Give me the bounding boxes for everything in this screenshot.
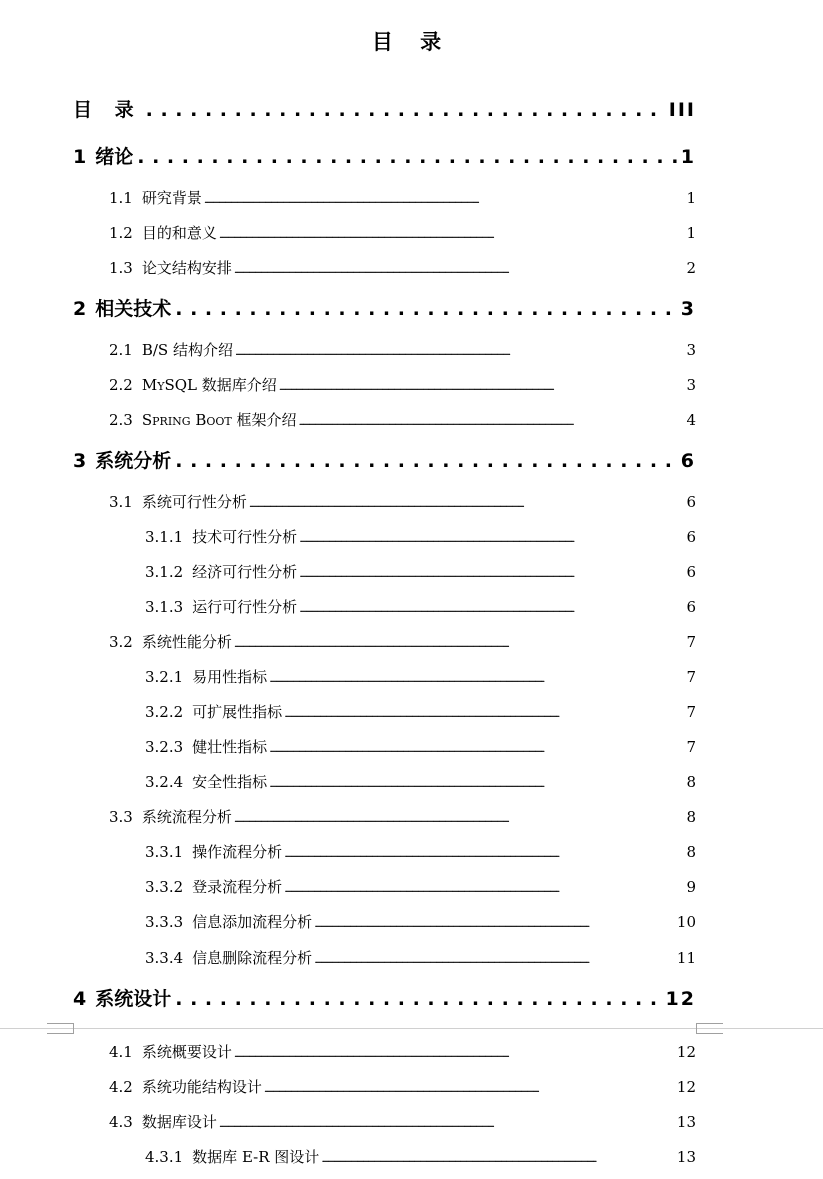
toc-leader <box>314 914 675 933</box>
toc-page-number: 6 <box>686 598 696 616</box>
toc-entry-number: 3 <box>73 450 87 472</box>
toc-leader <box>234 260 685 279</box>
toc-entry-number: 4.3 <box>109 1113 133 1131</box>
toc-entry-1-2[interactable] <box>109 222 696 244</box>
toc-entry-title: 健壮性指标 <box>192 738 268 756</box>
toc-entry-2-1[interactable] <box>109 339 696 361</box>
toc-entry-3-2[interactable] <box>109 631 696 653</box>
toc-leader <box>219 1114 675 1133</box>
toc-entry-3-3-1[interactable] <box>145 841 696 863</box>
toc-entry-title: 登录流程分析 <box>192 878 283 896</box>
toc-entry-3-3-3[interactable] <box>145 911 696 933</box>
toc-entry-title: 系统设计 <box>95 988 172 1010</box>
toc-entry-title: 目 录 <box>73 99 142 121</box>
toc-page-number: 12 <box>665 988 696 1010</box>
toc-entry-title: B/S 结构介绍 <box>141 341 233 359</box>
page-title: 目 录 <box>371 30 452 54</box>
toc-entry-title: 绪论 <box>95 146 134 168</box>
toc-entry-title: 相关技术 <box>95 298 172 320</box>
toc-leader <box>264 1079 675 1098</box>
toc-entry-chapter-2[interactable] <box>73 295 696 323</box>
toc-page-number: 7 <box>686 703 696 721</box>
toc-leader <box>204 190 685 209</box>
toc-page-number: 7 <box>686 633 696 651</box>
toc-entry-4-3[interactable] <box>109 1111 696 1133</box>
toc-entry-4-1[interactable] <box>109 1041 696 1063</box>
toc-entry-2-2[interactable] <box>109 374 696 396</box>
toc-entry-number: 3.1 <box>109 493 133 511</box>
toc-entry-number: 3.2.1 <box>145 668 184 686</box>
toc-entry-title: 系统流程分析 <box>141 808 232 826</box>
toc-entry-number: 4.3.1 <box>145 1148 184 1166</box>
toc-page-number: 1 <box>680 146 696 168</box>
toc-entry-title: 系统性能分析 <box>141 633 232 651</box>
toc-entry-3-1[interactable] <box>109 491 696 513</box>
toc-entry-title: 数据库设计 <box>141 1113 217 1131</box>
toc-entry-number: 2.3 <box>109 411 133 429</box>
toc-entry-title: 操作流程分析 <box>192 843 283 861</box>
page-corner-left-icon <box>47 1023 74 1034</box>
toc-page-number: 12 <box>676 1043 696 1061</box>
toc-entry-4-2[interactable] <box>109 1076 696 1098</box>
toc-leader <box>284 704 684 723</box>
toc-entry-number: 3.3 <box>109 808 133 826</box>
page-corner-right-icon <box>696 1023 723 1034</box>
toc-page-number: 3 <box>680 298 696 320</box>
toc-leader <box>234 809 685 828</box>
toc-entry-3-2-1[interactable] <box>145 666 696 688</box>
toc-leader <box>234 634 685 653</box>
toc-entry-title: Spring Boot 框架介绍 <box>141 411 297 429</box>
toc-leader <box>279 377 685 396</box>
toc-entry-title: 数据库 E-R 图设计 <box>192 1148 320 1166</box>
toc-entry-number: 1.2 <box>109 224 133 242</box>
toc-entry-3-2-3[interactable] <box>145 736 696 758</box>
toc-entry-number: 4 <box>73 988 87 1010</box>
toc-leader <box>175 295 677 323</box>
toc-entry-1-1[interactable] <box>109 187 696 209</box>
toc-page-number: 6 <box>686 563 696 581</box>
toc-entry-title: 论文结构安排 <box>141 259 232 277</box>
toc-leader <box>314 950 675 969</box>
toc-page-number: 7 <box>686 668 696 686</box>
toc-leader <box>321 1149 675 1168</box>
toc-entry-chapter-4[interactable] <box>73 985 696 1013</box>
toc-entry-number: 3.2.2 <box>145 703 184 721</box>
toc-page-number: 1 <box>686 224 696 242</box>
toc-leader <box>299 529 684 548</box>
toc-entry-title: 目的和意义 <box>141 224 217 242</box>
toc-page-number: 4 <box>686 411 696 429</box>
toc-entry-number: 3.3.4 <box>145 949 184 967</box>
toc-page-number: 11 <box>676 949 696 967</box>
toc-entry-number: 3.1.3 <box>145 598 184 616</box>
toc-page-number: 6 <box>686 493 696 511</box>
toc-leader <box>284 879 684 898</box>
toc-entry-number: 3.3.1 <box>145 843 184 861</box>
toc-leader <box>234 1044 675 1063</box>
toc-page-number: 6 <box>686 528 696 546</box>
toc-entry-2-3[interactable] <box>109 409 696 431</box>
toc-leader <box>249 494 685 513</box>
toc-entry-3-3[interactable] <box>109 806 696 828</box>
toc-entry-title: 安全性指标 <box>192 773 268 791</box>
toc-entry-number: 1 <box>73 146 87 168</box>
toc-page-number: 6 <box>680 450 696 472</box>
toc-entry-title: 易用性指标 <box>192 668 268 686</box>
toc-entry-number: 3.1.1 <box>145 528 184 546</box>
toc-entry-title: 信息添加流程分析 <box>192 913 313 931</box>
toc-leader <box>269 739 684 758</box>
toc-entry-number: 1.3 <box>109 259 133 277</box>
toc-entry-title: 系统分析 <box>95 450 172 472</box>
toc-entry-contents[interactable] <box>73 96 696 124</box>
toc-entry-title: 经济可行性分析 <box>192 563 298 581</box>
toc-entry-title: 系统功能结构设计 <box>141 1078 262 1096</box>
toc-page-number: 9 <box>686 878 696 896</box>
toc-leader <box>299 599 684 618</box>
toc-entry-3-3-4[interactable] <box>145 947 696 969</box>
toc-entry-number: 2.1 <box>109 341 133 359</box>
toc-leader <box>146 96 665 124</box>
toc-entry-number: 3.2.3 <box>145 738 184 756</box>
toc-entry-number: 3.1.2 <box>145 563 184 581</box>
toc-entry-number: 2 <box>73 298 87 320</box>
toc-page-number: 1 <box>686 189 696 207</box>
toc-entry-title: MySQL 数据库介绍 <box>141 376 277 394</box>
toc-entry-number: 3.2 <box>109 633 133 651</box>
toc-leader <box>299 412 685 431</box>
toc-entry-number: 3.2.4 <box>145 773 184 791</box>
toc-page-number: 7 <box>686 738 696 756</box>
toc-page-number: III <box>668 99 696 121</box>
toc-entry-title: 运行可行性分析 <box>192 598 298 616</box>
toc-entry-title: 系统概要设计 <box>141 1043 232 1061</box>
toc-leader <box>175 447 677 475</box>
toc-entry-3-1-2[interactable] <box>145 561 696 583</box>
toc-leader <box>269 774 684 793</box>
toc-leader <box>284 844 684 863</box>
toc-entry-3-2-2[interactable] <box>145 701 696 723</box>
toc-page-number: 13 <box>676 1113 696 1131</box>
toc-page-number: 8 <box>686 843 696 861</box>
toc-page-number: 2 <box>686 259 696 277</box>
toc-entry-3-2-4[interactable] <box>145 771 696 793</box>
toc-entry-number: 4.1 <box>109 1043 133 1061</box>
toc-leader <box>219 225 685 244</box>
toc-entry-chapter-3[interactable] <box>73 447 696 475</box>
toc-entry-3-3-2[interactable] <box>145 876 696 898</box>
toc-leader <box>137 143 677 171</box>
toc-page-number: 8 <box>686 808 696 826</box>
toc-entry-number: 4.2 <box>109 1078 133 1096</box>
toc-leader <box>235 342 684 361</box>
toc-leader <box>175 985 661 1013</box>
toc-leader <box>299 564 684 583</box>
toc-entry-number: 3.3.3 <box>145 913 184 931</box>
toc-page-number: 12 <box>676 1078 696 1096</box>
toc-entry-title: 可扩展性指标 <box>192 703 283 721</box>
toc-entry-title: 系统可行性分析 <box>141 493 247 511</box>
toc-page-number: 10 <box>676 913 696 931</box>
toc-page-number: 13 <box>676 1148 696 1166</box>
toc-entry-3-1-1[interactable] <box>145 526 696 548</box>
toc-entry-number: 2.2 <box>109 376 133 394</box>
toc-entry-4-3-1[interactable] <box>145 1146 696 1168</box>
toc-page-number: 3 <box>686 341 696 359</box>
toc-entry-title: 研究背景 <box>141 189 202 207</box>
toc-entry-title: 技术可行性分析 <box>192 528 298 546</box>
toc-entry-3-1-3[interactable] <box>145 596 696 618</box>
toc-page-number: 8 <box>686 773 696 791</box>
toc-page-number: 3 <box>686 376 696 394</box>
toc-entry-title: 信息删除流程分析 <box>192 949 313 967</box>
toc-entry-number: 3.3.2 <box>145 878 184 896</box>
toc-entry-number: 1.1 <box>109 189 133 207</box>
toc-entry-1-3[interactable] <box>109 257 696 279</box>
toc-entry-chapter-1[interactable] <box>73 143 696 171</box>
toc-leader <box>269 669 684 688</box>
